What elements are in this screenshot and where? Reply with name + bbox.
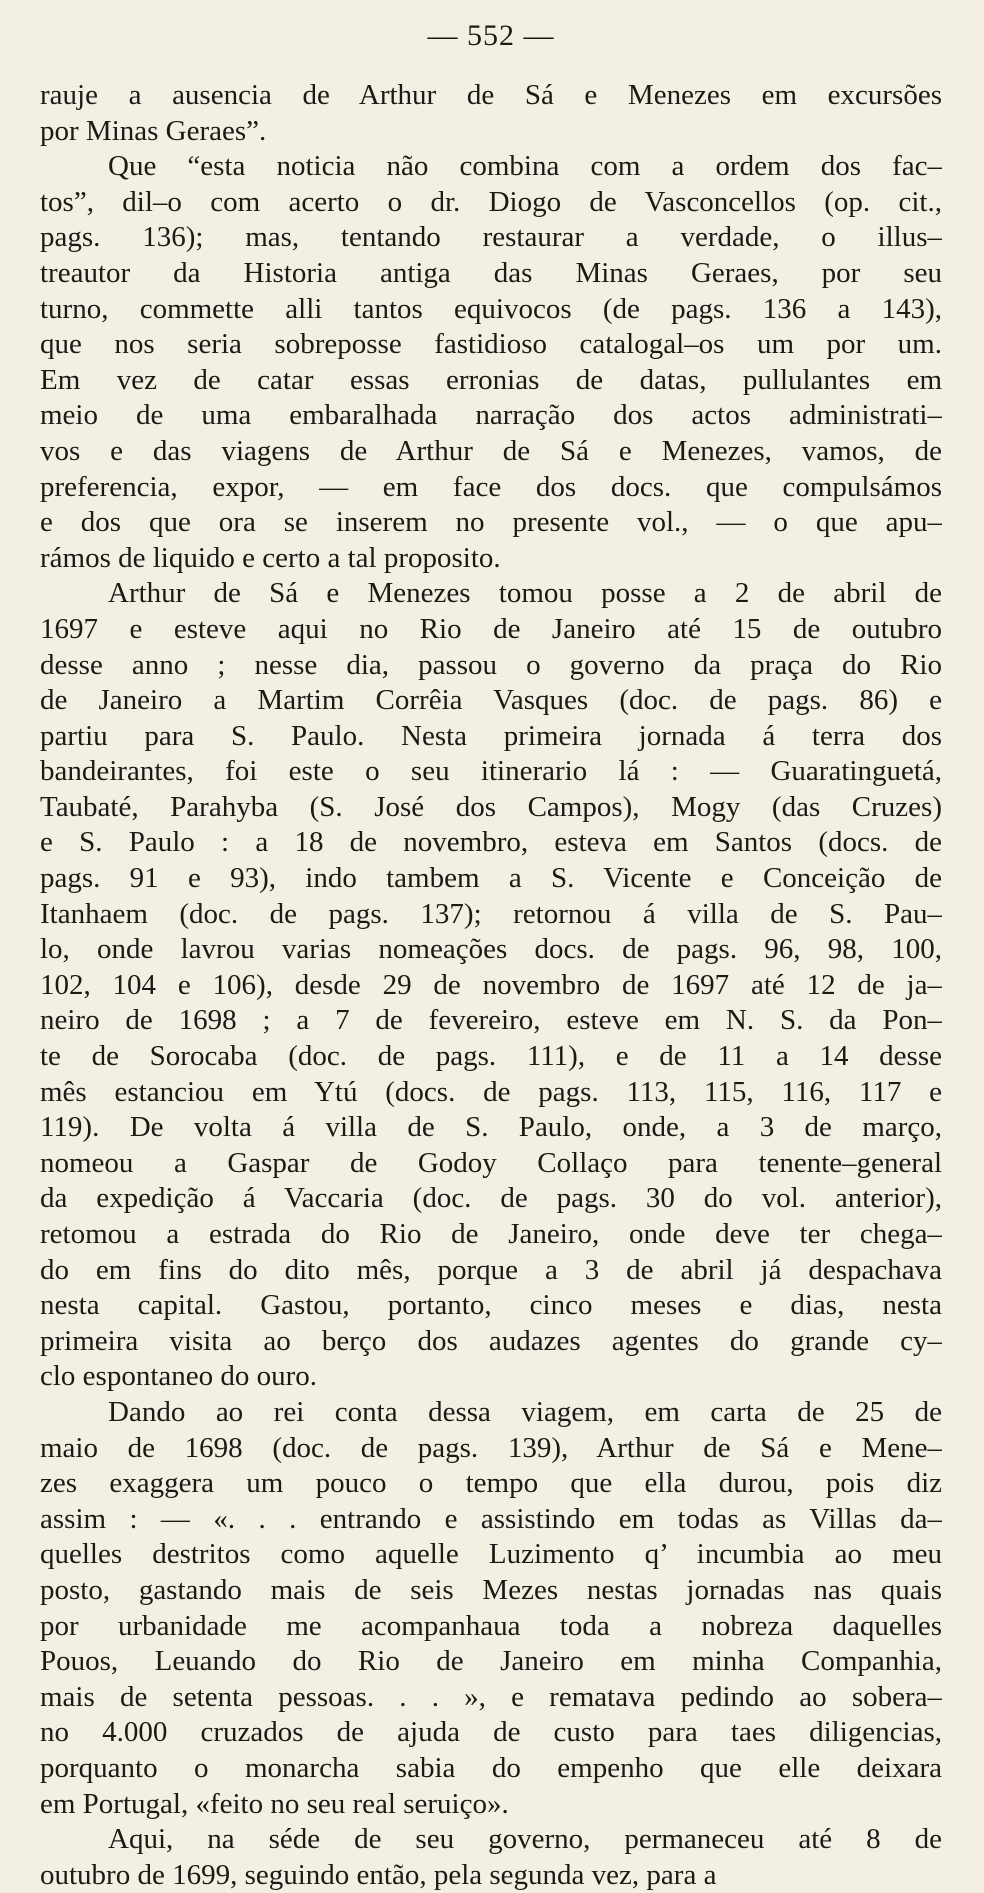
text-line: maio de 1698 (doc. de pags. 139), Arthur de Sá e Mene– — [40, 1431, 942, 1464]
text-line: clo espontaneo do ouro. — [40, 1360, 318, 1393]
text-line: no 4.000 cruzados de ajuda de custo para taes diligencias, — [40, 1716, 942, 1749]
page-number: — 552 — — [427, 19, 555, 52]
text-line: lo, onde lavrou varias nomeações docs. de pags. 96, 98, 100, — [40, 933, 942, 966]
text-line: bandeirantes, foi este o seu itinerario lá : — Guaratinguetá, — [40, 755, 942, 788]
text-line: Pouos, Leuando do Rio de Janeiro em minha Companhia, — [40, 1645, 942, 1678]
text-line: posto, gastando mais de seis Mezes nestas jornadas nas quais — [40, 1573, 942, 1606]
paragraph — [40, 1822, 942, 1893]
text-line: Que “esta noticia não combina com a ordem dos fac– — [108, 150, 942, 183]
text-line: pags. 136); mas, tentando restaurar a verdade, o illus– — [40, 221, 942, 254]
text-line: nesta capital. Gastou, portanto, cinco meses e dias, nesta — [40, 1289, 942, 1322]
text-line: por Minas Geraes”. — [40, 114, 267, 147]
text-line: 102, 104 e 106), desde 29 de novembro de 1697 até 12 de ja– — [40, 968, 942, 1001]
text-line: retomou a estrada do Rio de Janeiro, onde deve ter chega– — [40, 1218, 942, 1250]
text-line: da expedição á Vaccaria (doc. de pags. 30 do vol. anterior), — [40, 1182, 942, 1215]
text-line: Aqui, na séde de seu governo, permaneceu até 8 de — [108, 1823, 942, 1856]
text-line: meio de uma embaralhada narração dos actos administrati– — [40, 399, 942, 432]
text-line: quelles destritos como aquelle Luzimento q’ incumbia ao meu — [40, 1538, 942, 1571]
text-line: porquanto o monarcha sabia do empenho que elle deixara — [40, 1751, 942, 1784]
text-line: por urbanidade me acompanhaua toda a nobreza daquelles — [40, 1609, 942, 1642]
text-line: e S. Paulo : a 18 de novembro, esteva em Santos (docs. de — [40, 826, 942, 859]
text-line: Em vez de catar essas erronias de datas, pullulantes em — [40, 363, 942, 396]
text-line: 119). De volta á villa de S. Paulo, onde, a 3 de março, — [40, 1111, 942, 1144]
text-line: zes exaggera um pouco o tempo que ella durou, pois diz — [40, 1467, 942, 1500]
text-line: preferencia, expor, — em face dos docs. que compulsámos — [40, 470, 942, 503]
text-line: Arthur de Sá e Menezes tomou posse a 2 de abril de — [108, 577, 942, 610]
paragraph — [40, 1395, 942, 1822]
text-line: tos”, dil–o com acerto o dr. Diogo de Vasconcellos (op. cit., — [40, 185, 942, 218]
paragraph — [40, 78, 942, 149]
text-line: rámos de liquido e certo a tal proposito. — [40, 541, 501, 574]
text-line: rauje a ausencia de Arthur de Sá e Menezes em excursões — [40, 79, 942, 111]
text-line: turno, commette alli tantos equivocos (de pags. 136 a 143), — [40, 292, 942, 325]
text-line: nomeou a Gaspar de Godoy Collaço para tenente–general — [40, 1146, 942, 1179]
text-line: neiro de 1698 ; a 7 de fevereiro, esteve em N. S. da Pon– — [40, 1004, 942, 1037]
body-text — [40, 78, 942, 1893]
text-line: pags. 91 e 93), indo tambem a S. Vicente e Conceição de — [40, 862, 942, 895]
text-line: mês estanciou em Ytú (docs. de pags. 113, 115, 116, 117 e — [40, 1075, 942, 1108]
text-line: Taubaté, Parahyba (S. José dos Campos), Mogy (das Cruzes) — [40, 790, 942, 823]
text-line: te de Sorocaba (doc. de pags. 111), e de 11 a 14 desse — [40, 1040, 942, 1073]
text-line: assim : — «. . . entrando e assistindo em todas as Villas da– — [40, 1502, 942, 1535]
text-line: desse anno ; nesse dia, passou o governo da praça do Rio — [40, 648, 942, 681]
text-line: e dos que ora se inserem no presente vol., — o que apu– — [40, 506, 942, 539]
text-line: outubro de 1699, seguindo então, pela segunda vez, para a — [40, 1858, 717, 1891]
paragraph — [40, 149, 942, 576]
text-line: primeira visita ao berço dos audazes agentes do grande cy– — [40, 1324, 942, 1357]
text-line: partiu para S. Paulo. Nesta primeira jornada á terra dos — [40, 719, 942, 752]
text-line: Dando ao rei conta dessa viagem, em carta de 25 de — [108, 1395, 942, 1428]
text-line: vos e das viagens de Arthur de Sá e Menezes, vamos, de — [40, 434, 942, 467]
text-line: em Portugal, «feito no seu real seruiço». — [40, 1787, 509, 1820]
text-line: 1697 e esteve aqui no Rio de Janeiro até 15 de outubro — [40, 612, 942, 645]
text-line: do em fins do dito mês, porque a 3 de abril já despachava — [40, 1253, 942, 1286]
text-line: mais de setenta pessoas. . . », e rematava pedindo ao sobera– — [40, 1680, 942, 1713]
text-line: que nos seria sobreposse fastidioso catalogal–os um por um. — [40, 328, 942, 361]
text-line: Itanhaem (doc. de pags. 137); retornou á villa de S. Pau– — [40, 897, 942, 930]
paragraph — [40, 576, 942, 1395]
text-line: de Janeiro a Martim Corrêia Vasques (doc. de pags. 86) e — [40, 684, 942, 717]
text-line: treautor da Historia antiga das Minas Geraes, por seu — [40, 256, 942, 289]
